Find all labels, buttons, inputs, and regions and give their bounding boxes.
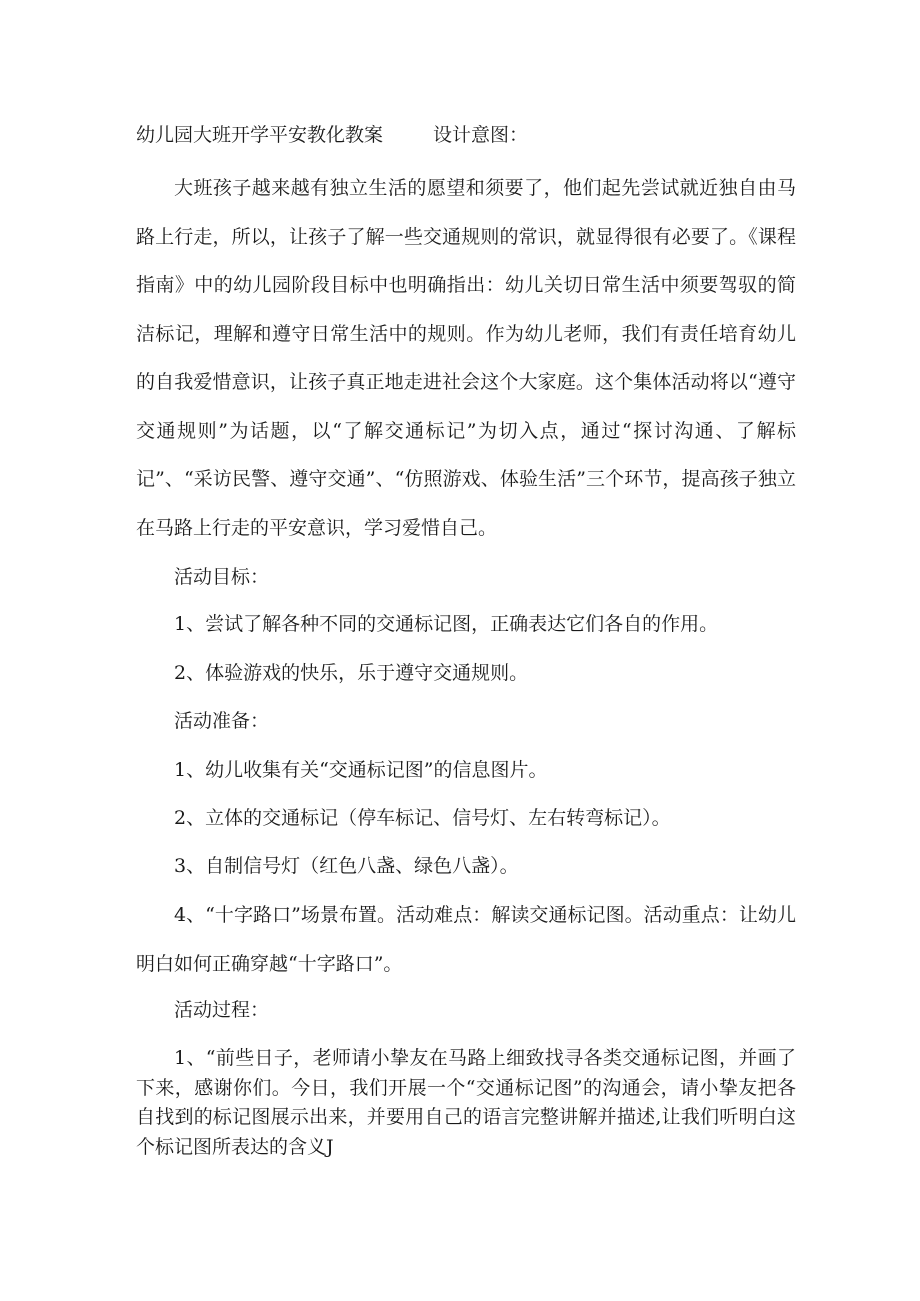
- intro-paragraph: 大班孩子越来越有独立生活的愿望和须要了，他们起先尝试就近独自由马路上行走，所以，让孩子了解一些交通规则的常识，就显得很有必要了。《课程指南》中的幼儿园阶段目标中也明确指出：幼儿关切日常生活中须要驾驭的简洁标记，理解和遵守日常生活中的规则。作为幼儿老师，我们有责任培育幼儿的自我爱惜意识，让孩子真正地走进社会这个大家庭。这个集体活动将以“遵守交通规则”为话题，以“了解交通标记”为切入点，通过“探讨沟通、了解标记”、“采访民警、遵守交通”、“仿照游戏、体验生活”三个环节，提高孩子独立在马路上行走的平安意识，学习爱惜自己。: [136, 177, 796, 539]
- document-title: 幼儿园大班开学平安教化教案: [136, 124, 384, 146]
- document-title-line: [136, 120, 528, 150]
- prep-item-3: 3、自制信号灯（红色八盏、绿色八盏）。: [174, 855, 519, 877]
- prep-heading: 活动准备：: [174, 710, 270, 732]
- goals-heading: 活动目标：: [174, 566, 270, 588]
- goal-item-2: 2、体验游戏的快乐，乐于遵守交通规则。: [174, 662, 529, 684]
- prep-item-2: 2、立体的交通标记（停车标记、信号灯、左右转弯标记）。: [174, 807, 671, 829]
- goal-item-1: 1、尝试了解各种不同的交通标记图，正确表达它们各自的作用。: [174, 613, 719, 635]
- design-intent-heading: 设计意图：: [433, 124, 529, 146]
- process-item-1: 1、“前些日子，老师请小挚友在马路上细致找寻各类交通标记图，并画了下来，感谢你们。今日，我们开展一个“交通标记图”的沟通会，请小挚友把各自找到的标记图展示出来，并要用自己的语言完整讲解并描述,让我们听明白这个标记图所表达的含义J: [136, 1047, 796, 1158]
- prep-item-4: 4、“十字路口”场景布置。活动难点：解读交通标记图。活动重点：让幼儿明白如何正确穿越“十字路口”。: [136, 904, 796, 975]
- process-heading: 活动过程：: [174, 999, 270, 1021]
- prep-item-1: 1、幼儿收集有关“交通标记图”的信息图片。: [174, 759, 548, 781]
